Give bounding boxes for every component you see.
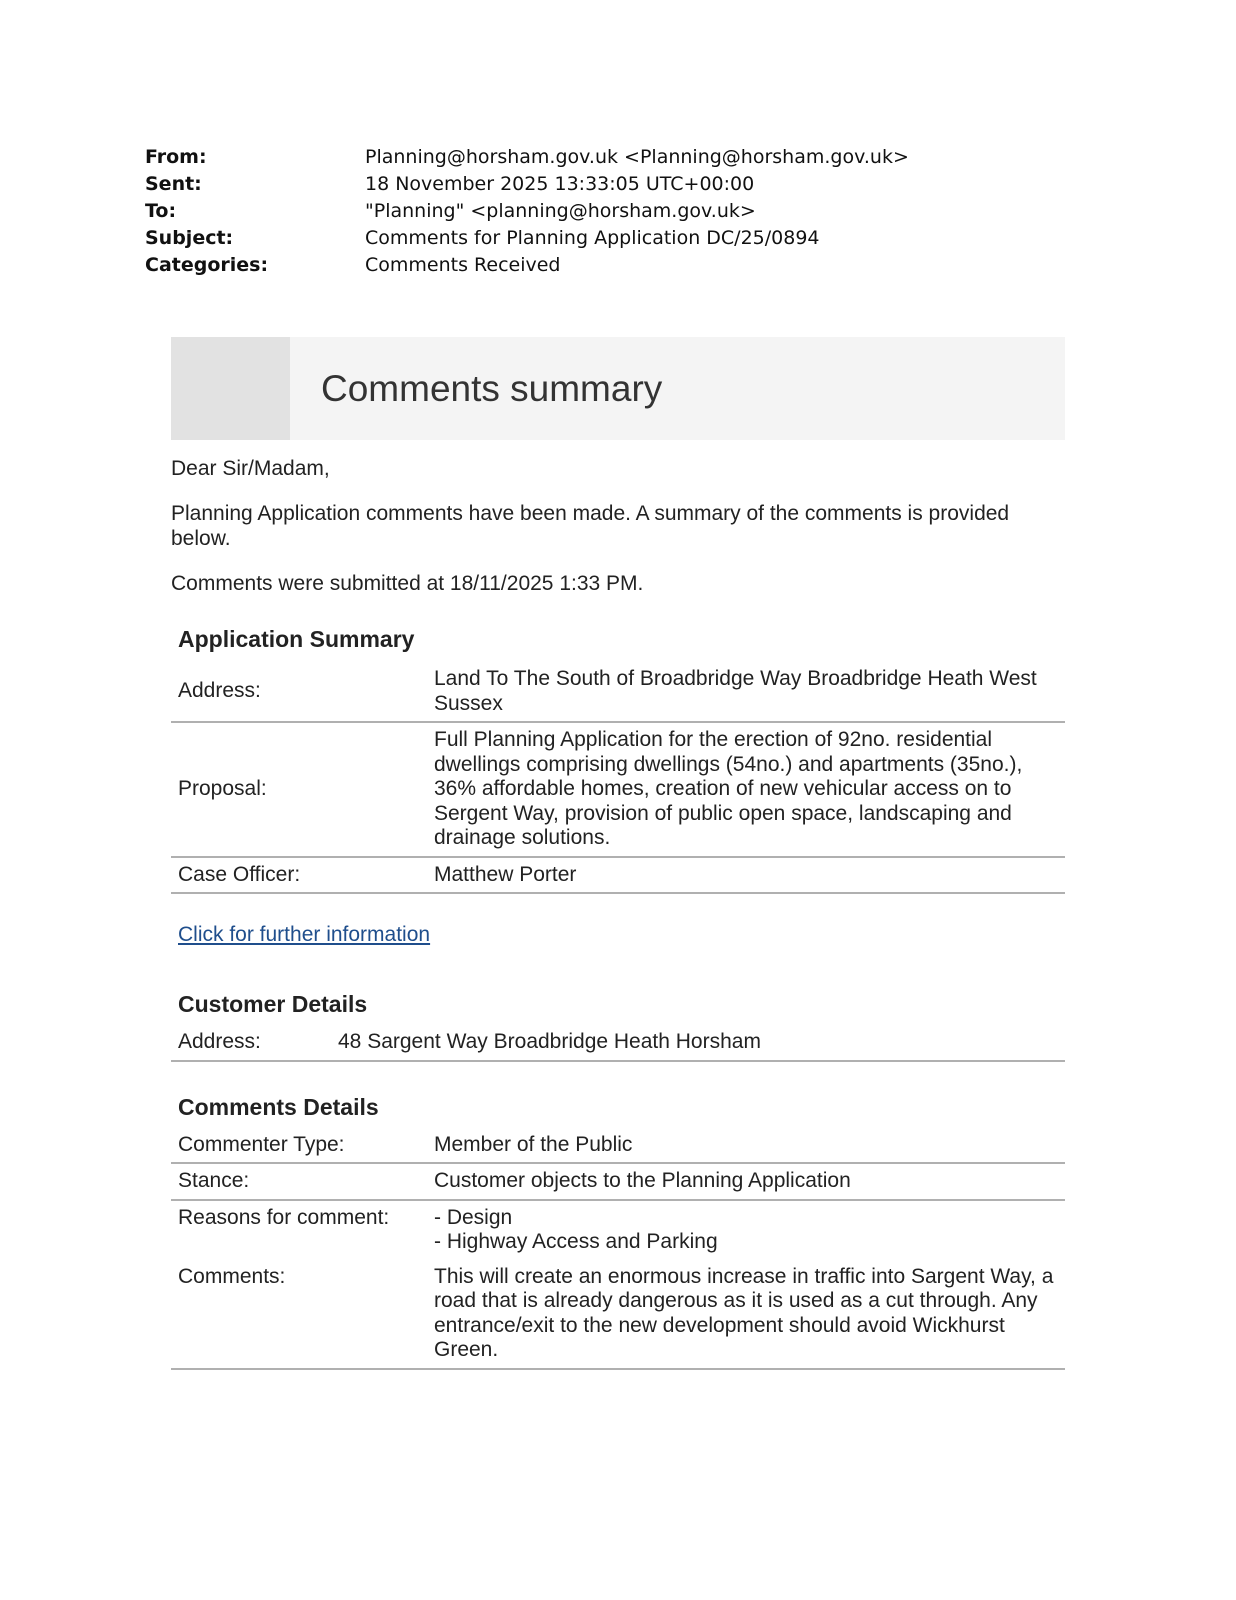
customer-address-label: Address: xyxy=(171,1025,331,1061)
proposal-label: Proposal: xyxy=(171,722,427,857)
banner-title: Comments summary xyxy=(321,367,663,409)
greeting: Dear Sir/Madam, xyxy=(171,457,330,480)
sent-label: Sent: xyxy=(145,173,202,195)
email-sent-row xyxy=(145,171,1045,198)
table-row xyxy=(171,1200,1065,1260)
case-officer-value: Matthew Porter xyxy=(427,857,1065,894)
customer-details-table xyxy=(171,1025,1065,1062)
sent-value: 18 November 2025 13:33:05 UTC+00:00 xyxy=(365,173,755,195)
from-label: From: xyxy=(145,146,207,168)
subject-value: Comments for Planning Application DC/25/0894 xyxy=(365,227,820,249)
to-value: "Planning" <planning@horsham.gov.uk> xyxy=(365,200,756,222)
categories-label: Categories: xyxy=(145,254,269,276)
email-header xyxy=(145,144,1045,279)
further-information-link[interactable]: Click for further information xyxy=(178,923,431,946)
email-subject-row xyxy=(145,225,1045,252)
email-from-row xyxy=(145,144,1045,171)
stance-label: Stance: xyxy=(171,1163,427,1200)
table-row xyxy=(171,1163,1065,1200)
reason-item: - Design xyxy=(434,1205,513,1229)
case-officer-label: Case Officer: xyxy=(171,857,427,894)
categories-value: Comments Received xyxy=(365,254,561,276)
reason-item: - Highway Access and Parking xyxy=(434,1230,718,1253)
reasons-value xyxy=(427,1200,1065,1260)
application-summary-table xyxy=(171,662,1065,894)
banner-logo-area xyxy=(171,337,290,440)
table-row xyxy=(171,1260,1065,1369)
app-address-label: Address: xyxy=(171,662,427,722)
app-address-value: Land To The South of Broadbridge Way Broadbridge Heath West Sussex xyxy=(427,662,1065,722)
table-row xyxy=(171,722,1065,857)
email-to-row xyxy=(145,198,1045,225)
reasons-label: Reasons for comment: xyxy=(178,1205,390,1229)
comments-details-table xyxy=(171,1128,1065,1370)
commenter-type-value: Member of the Public xyxy=(427,1128,1065,1164)
proposal-value: Full Planning Application for the erection of 92no. residential dwellings comprising dwellings (54no.) and apartments (35no.), 36% affordable homes, creation of new vehicular access on to Sergent Way, provision of public open space, landscaping and drainage solutions. xyxy=(427,722,1065,857)
table-row xyxy=(171,857,1065,894)
customer-address-value: 48 Sargent Way Broadbridge Heath Horsham xyxy=(331,1025,1065,1061)
comments-details-title: Comments Details xyxy=(178,1093,379,1120)
subject-label: Subject: xyxy=(145,227,234,249)
comments-label: Comments: xyxy=(171,1260,427,1369)
banner-title-area xyxy=(290,337,1065,440)
email-body xyxy=(171,456,1065,1370)
table-row xyxy=(171,1025,1065,1061)
to-label: To: xyxy=(145,200,177,222)
intro-message: Planning Application comments have been made. A summary of the comments is provided below. xyxy=(171,502,1010,550)
email-categories-row xyxy=(145,252,1045,279)
customer-details-title: Customer Details xyxy=(178,991,368,1017)
stance-value: Customer objects to the Planning Application xyxy=(427,1163,1065,1200)
table-row xyxy=(171,1128,1065,1164)
comments-value: This will create an enormous increase in traffic into Sargent Way, a road that is already dangerous as it is used as a cut through. Any entrance/exit to the new development should avoid Wickhurst Green. xyxy=(427,1260,1065,1369)
table-row xyxy=(171,662,1065,722)
from-value: Planning@horsham.gov.uk <Planning@horsham.gov.uk> xyxy=(365,146,909,168)
comments-summary-banner xyxy=(171,337,1065,440)
application-summary-title: Application Summary xyxy=(178,626,415,652)
commenter-type-label: Commenter Type: xyxy=(171,1128,427,1164)
submitted-time: Comments were submitted at 18/11/2025 1:33 PM. xyxy=(171,572,644,595)
